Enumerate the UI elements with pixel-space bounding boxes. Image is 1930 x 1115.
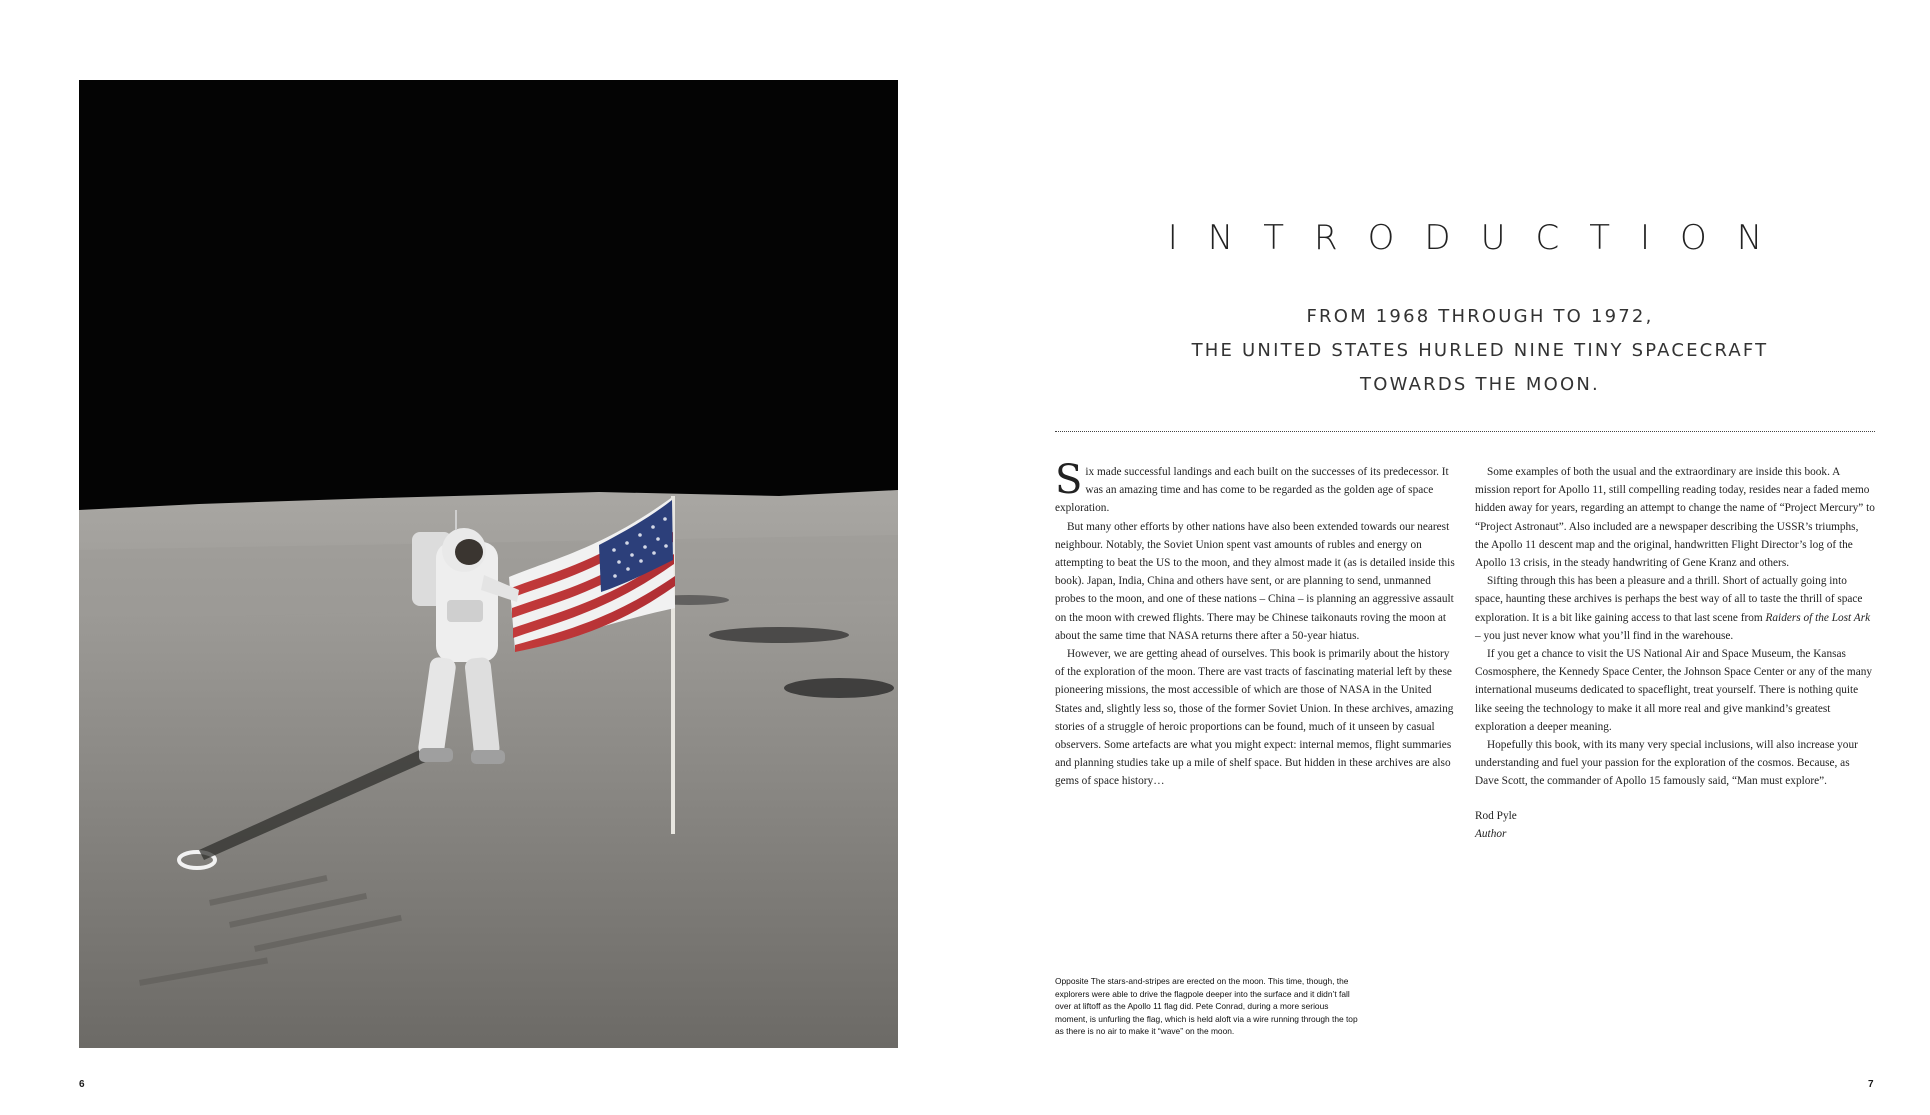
body-paragraph: Hopefully this book, with its many very special inclusions, will also increase your understanding and fuel your passion for the exploration of the cosmos. Because, as Dave Scott, the commander of Apollo 15 famously said, “Man must explore”. (1475, 739, 1858, 788)
caption-lead: Opposite (1055, 976, 1089, 986)
standfirst (1120, 300, 1840, 402)
photo-caption (1055, 975, 1360, 1038)
page-number-right: 7 (1868, 1079, 1874, 1090)
standfirst-line: TOWARDS THE MOON. (1360, 374, 1600, 395)
dotted-divider (1055, 431, 1875, 432)
signature-name: Rod Pyle (1475, 809, 1517, 822)
body-paragraph: But many other efforts by other nations have also been extended towards our nearest neighbour. Notably, the Soviet Union spent vast amounts of rubles and energy on attempting to beat the US to the moon, and they almost made it (as is detailed inside this book). Japan, India, China and others have sent, or are planning to send, unmanned probes to the moon, and one of these nations – China – is planning an aggressive assault on the moon with crewed flights. There may be Chinese taikonauts roving the moon at about the same time that NASA returns there after a 50-year hiatus. (1055, 520, 1455, 642)
lunar-flag-photo (79, 80, 898, 1048)
standfirst-line: FROM 1968 THROUGH TO 1972, (1306, 306, 1654, 327)
body-paragraph (1475, 572, 1875, 645)
body-paragraph: However, we are getting ahead of ourselves. This book is primarily about the history of the exploration of the moon. There are vast tracts of fascinating material left by these pioneering missions, the most accessible of which are those of NASA in the United States and, slightly less so, those of the former Soviet Union. In these archives, amazing stories of a struggle of heroic proportions can be found, much of it unseen by casual observers. Some artefacts are what you might expect: internal memos, flight summaries and planning studies take up a mile of shelf space. But hidden in these archives are also gems of space history… (1055, 648, 1454, 788)
paragraph-text: Sifting through this has been a pleasure and a thrill. Short of actually going into space, haunting these archives is perhaps the best way of all to taste the thrill of space exploration. It is a bit like gaining access to that last scene from (1475, 575, 1863, 624)
paragraph-text: – you just never know what you’ll find in the warehouse. (1475, 629, 1734, 642)
body-paragraph: Some examples of both the usual and the extraordinary are inside this book. A mission report for Apollo 11, still compelling reading today, resides near a faded memo hidden away for years, regarding an attempt to change the name of “Project Mercury” to “Project Astronaut”. Also included are a newspaper describing the USSR’s triumphs, the Apollo 11 descent map and the original, handwritten Flight Director’s log of the Apollo 13 crisis, in the steady handwriting of Gene Kranz and others. (1475, 466, 1875, 570)
signature-role: Author (1475, 827, 1507, 840)
chapter-title: INTRODUCTION (1167, 218, 1793, 258)
film-title: Raiders of the Lost Ark (1765, 611, 1871, 624)
body-paragraph (1055, 457, 1455, 518)
body-column-2 (1475, 463, 1875, 843)
standfirst-line: THE UNITED STATES HURLED NINE TINY SPACECRAFT (1191, 340, 1769, 361)
drop-cap: S (1055, 457, 1083, 503)
body-column-1 (1055, 457, 1455, 791)
caption-text: The stars-and-stripes are erected on the moon. This time, though, the explorers were able to drive the flagpole deeper into the surface and it didn’t fall over at liftoff as the Apollo 11 flag did. Pete Conrad, during a more serious moment, is unfurling the flag, which is held aloft via a wire running through the top as there is no air to make it “wave” on the moon. (1055, 976, 1358, 1037)
paragraph-text: ix made successful landings and each built on the successes of its predecessor. It was an amazing time and has come to be regarded as the golden age of space exploration. (1055, 466, 1449, 515)
page-number-left: 6 (79, 1079, 85, 1090)
body-paragraph: If you get a chance to visit the US National Air and Space Museum, the Kansas Cosmosphere, the Kennedy Space Center, the Johnson Space Center or any of the many international museums dedicated to spaceflight, treat yourself. There is nothing quite like seeing the technology to make it all more real and give mankind’s greatest exploration a deeper meaning. (1475, 648, 1873, 733)
lunar-surface-illustration (79, 80, 898, 1048)
